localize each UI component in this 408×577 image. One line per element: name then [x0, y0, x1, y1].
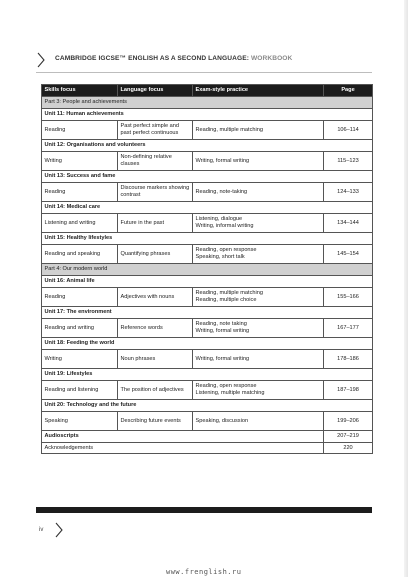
unit-row: [42, 171, 373, 183]
audioscripts-label: Audioscripts: [42, 431, 324, 443]
unit-title: Unit 13: Success and fame: [42, 171, 373, 183]
table-row: [42, 381, 373, 400]
exam-practice-cell: Reading, multiple matching Reading, multiple choice: [193, 288, 324, 307]
unit-title: Unit 16: Animal life: [42, 276, 373, 288]
unit-title: Unit 17: The environment: [42, 307, 373, 319]
language-focus-cell: Describing future events: [118, 412, 193, 431]
unit-row: [42, 338, 373, 350]
unit-row: [42, 307, 373, 319]
header-exam-practice: Exam-style practice: [193, 85, 324, 97]
language-focus-cell: Reference words: [118, 319, 193, 338]
skills-focus-cell: Reading: [42, 288, 118, 307]
unit-title: Unit 20: Technology and the future: [42, 400, 373, 412]
skills-focus-cell: Writing: [42, 152, 118, 171]
table-row: [42, 183, 373, 202]
book-title-sub: WORKBOOK: [250, 55, 293, 62]
unit-row: [42, 109, 373, 121]
page-cell: 124–133: [324, 183, 373, 202]
skills-focus-cell: Reading and speaking: [42, 245, 118, 264]
table-header-row: [42, 85, 373, 97]
skills-focus-cell: Reading: [42, 183, 118, 202]
unit-row: [42, 369, 373, 381]
footer-bar: [36, 507, 372, 513]
language-focus-cell: Discourse markers showing contrast: [118, 183, 193, 202]
language-focus-cell: Quantifying phrases: [118, 245, 193, 264]
watermark: www.frenglish.ru: [166, 568, 242, 576]
page-cell: 106–114: [324, 121, 373, 140]
acknowledgements-label: Acknowledgements: [42, 443, 324, 454]
unit-row: [42, 140, 373, 152]
table-row: [42, 152, 373, 171]
language-focus-cell: Future in the past: [118, 214, 193, 233]
skills-focus-cell: Listening and writing: [42, 214, 118, 233]
page-cell: 167–177: [324, 319, 373, 338]
language-focus-cell: The position of adjectives: [118, 381, 193, 400]
contents-body: [42, 97, 373, 431]
unit-title: Unit 12: Organisations and volunteers: [42, 140, 373, 152]
acknowledgements-row: [42, 443, 373, 454]
skills-focus-cell: Reading and listening: [42, 381, 118, 400]
audioscripts-page: 207–219: [324, 431, 373, 443]
page-cell: 115–123: [324, 152, 373, 171]
contents-table: [41, 84, 373, 454]
page-number: iv: [39, 527, 44, 533]
book-title: [55, 55, 292, 62]
exam-practice-cell: Reading, multiple matching: [193, 121, 324, 140]
part-row: [42, 264, 373, 276]
exam-practice-cell: Reading, open response Speaking, short talk: [193, 245, 324, 264]
unit-title: Unit 18: Feeding the world: [42, 338, 373, 350]
table-row: [42, 121, 373, 140]
language-focus-cell: Past perfect simple and past perfect continuous: [118, 121, 193, 140]
table-row: [42, 350, 373, 369]
skills-focus-cell: Writing: [42, 350, 118, 369]
header-page: Page: [324, 85, 373, 97]
chevron-right-icon: [36, 52, 46, 68]
unit-row: [42, 233, 373, 245]
part-row: [42, 97, 373, 109]
audioscripts-row: [42, 431, 373, 443]
header-rule: [36, 72, 372, 73]
table-row: [42, 412, 373, 431]
page-edge: [404, 0, 408, 577]
part-title: Part 4: Our modern world: [42, 264, 373, 276]
table-row: [42, 319, 373, 338]
table-row: [42, 245, 373, 264]
unit-row: [42, 276, 373, 288]
table-row: [42, 288, 373, 307]
page-cell: 145–154: [324, 245, 373, 264]
exam-practice-cell: Reading, open response Listening, multiple matching: [193, 381, 324, 400]
header-skills-focus: Skills focus: [42, 85, 118, 97]
header-language-focus: Language focus: [118, 85, 193, 97]
table-row: [42, 214, 373, 233]
unit-title: Unit 14: Medical care: [42, 202, 373, 214]
unit-title: Unit 15: Healthy lifestyles: [42, 233, 373, 245]
exam-practice-cell: Reading, note taking Writing, formal writing: [193, 319, 324, 338]
book-title-main: CAMBRIDGE IGCSE™ ENGLISH AS A SECOND LANGUAGE:: [55, 55, 251, 62]
exam-practice-cell: Writing, formal writing: [193, 350, 324, 369]
language-focus-cell: Non-defining relative clauses: [118, 152, 193, 171]
unit-row: [42, 202, 373, 214]
exam-practice-cell: Writing, formal writing: [193, 152, 324, 171]
exam-practice-cell: Speaking, discussion: [193, 412, 324, 431]
exam-practice-cell: Reading, note-taking: [193, 183, 324, 202]
running-header: [36, 52, 376, 68]
acknowledgements-page: 220: [324, 443, 373, 454]
page-cell: 134–144: [324, 214, 373, 233]
unit-title: Unit 19: Lifestyles: [42, 369, 373, 381]
unit-row: [42, 400, 373, 412]
chevron-right-icon: [54, 522, 64, 538]
language-focus-cell: Noun phrases: [118, 350, 193, 369]
language-focus-cell: Adjectives with nouns: [118, 288, 193, 307]
page-cell: 199–206: [324, 412, 373, 431]
unit-title: Unit 11: Human achievements: [42, 109, 373, 121]
skills-focus-cell: Reading and writing: [42, 319, 118, 338]
skills-focus-cell: Reading: [42, 121, 118, 140]
page-cell: 155–166: [324, 288, 373, 307]
page-cell: 187–198: [324, 381, 373, 400]
exam-practice-cell: Listening, dialogue Writing, informal writing: [193, 214, 324, 233]
skills-focus-cell: Speaking: [42, 412, 118, 431]
part-title: Part 3: People and achievements: [42, 97, 373, 109]
page-cell: 178–186: [324, 350, 373, 369]
